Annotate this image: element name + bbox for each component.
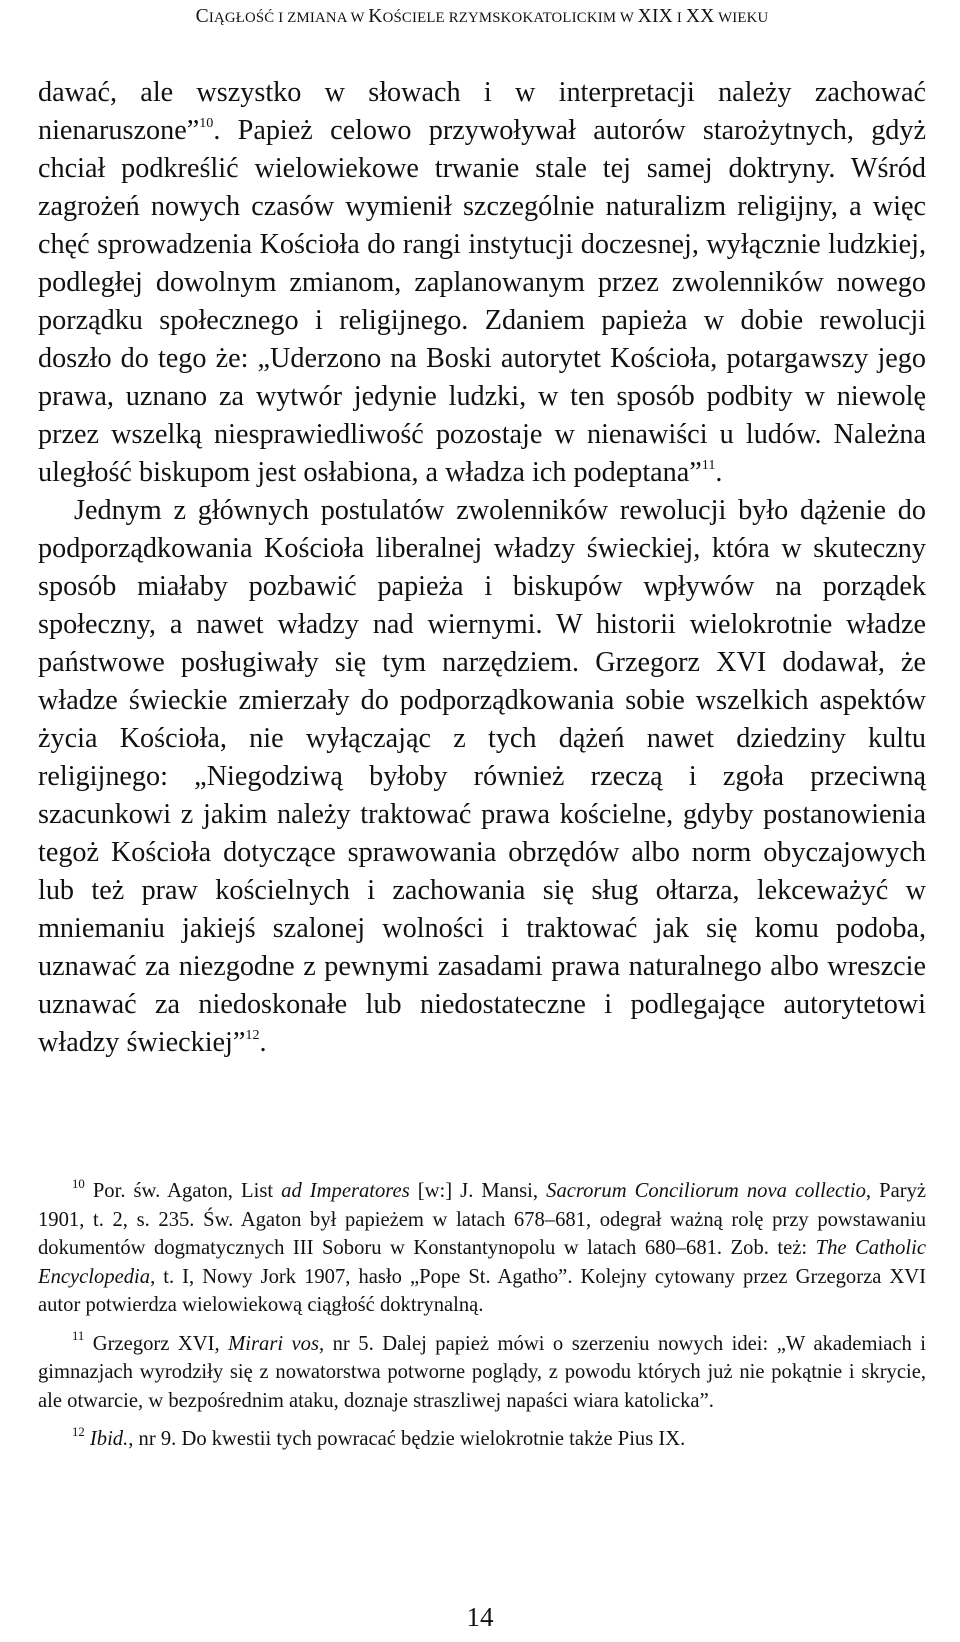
running-head-part: WIEKU [714,10,769,26]
footnote-text: Por. św. Agaton, List [84,1180,282,1202]
footnote-italic: Sacrorum Conciliorum nova collectio [546,1180,866,1202]
footnote-11 [38,1330,926,1416]
running-head-part: C [195,6,209,27]
footnote-italic: Mirari vos [228,1332,319,1355]
footnote-text: , Paryż 1901, t. 2, s. 235. Św. Agaton był papieżem w latach 678–681, odegrał ważną rolę przy powstawaniu dokumentów dogmatycznych III Soboru w Konstantynopolu w latach 680–681. Zob. też: [38,1180,927,1259]
footnote-italic: The Catholic Encyclopedia [38,1237,926,1288]
footnote-italic: Ibid. [89,1428,129,1450]
footnote-text: , nr 9. Do kwestii tych powracać będzie wielokrotnie także Pius IX. [128,1428,686,1450]
page-number: 14 [466,1602,494,1632]
running-head-part: OŚCIELE RZYMSKOKATOLICKIM W [382,10,638,26]
paragraph-2 [38,492,926,1062]
running-head-part: XX [685,6,715,27]
footnote-text: [w:] J. Mansi, [409,1180,547,1202]
footnote-ref-12[interactable]: 12 [245,1026,260,1043]
paragraph-text: . Papież celowo przywoływał autorów starożytnych, gdyż chciał podkreślić wielowiekowe trwanie stale tej samej doktryny. Wśród zagrożeń nowych czasów wymienił szczególnie naturalizm religijny, a więc chęć sprowadzenia Kościoła do rangi instytucji doczesnej, wyłącznie ludzkiej, podległej dowolnym zmianom, zaplanowanym przez zwolenników nowego porządku społecznego i religijnego. Zdaniem papieża w dobie rewolucji doszło do tego że: „Uderzono na Boski autorytet Kościoła, potargawszy jego prawa, uznano za wytwór jedynie ludzki, w ten sposób podbity w niewolę przez wszelką niesprawiedliwość pozostaje w nienawiści u ludów. Należna uległość biskupom jest osłabiona, a władza ich podeptana” [38,115,926,488]
running-head [38,0,926,30]
body-text [38,74,926,1062]
paragraph-text: Jednym z głównych postulatów zwolenników rewolucji było dążenie do podporządkowania Kościoła liberalnej władzy świeckiej, która w skuteczny sposób miałaby pozbawić papieża i biskupów wpływów na porządek społeczny, a nawet władzy nad wiernymi. W historii wielokrotnie władze państwowe posługiwały się tym narzędziem. Grzegorz XVI dodawał, że władze świeckie zmierzały do podporządkowania sobie wszelkich aspektów życia Kościoła, nie wyłączając z tych dążeń nawet dziedziny kultu religijnego: „Niegodziwą byłoby również rzeczą i zgoła przeciwną szacunkowi z jakim należy traktować prawa kościelne, gdyby postanowienia tegoż Kościoła dotyczące sprawowania obrzędów albo norm obyczajowych lub też praw kościelnych i zachowania się sług ołtarza, lekceważyć w mniemaniu jakiejś szalonej wolności i traktować jak się komu podoba, uznawać za niezgodne z pewnymi zasadami prawa naturalnego albo wreszcie uznawać za niedoskonałe lub niedostateczne i podlegające autorytetowi władzy świeckiej” [38,495,926,1058]
footnote-number: 10 [72,1176,85,1191]
paragraph-1 [38,74,926,492]
footnote-number: 11 [72,1329,85,1344]
paragraph-text: dawać, ale wszystko w słowach i w interpretacji należy zachować nienaruszone” [38,77,926,146]
footnote-number: 12 [72,1424,85,1439]
paragraph-text: . [715,457,723,488]
footnote-text: Grzegorz XVI, [84,1332,229,1355]
running-head-part: I [672,10,686,26]
running-head-part: IĄGŁOŚĆ I ZMIANA W [208,10,369,26]
footnote-ref-11[interactable]: 11 [701,456,716,473]
running-head-part: K [368,6,383,27]
footnote-ref-10[interactable]: 10 [199,114,214,131]
footnote-12 [38,1425,926,1454]
running-head-part: XIX [637,6,673,27]
footnote-10 [38,1177,926,1320]
footnote-italic: ad Imperatores [281,1180,410,1202]
footnote-text: , nr 5. Dalej papież mówi o szerzeniu nowych idei: „W akademiach i gimnazjach wyrodziły się z nowatorstwa potworne poglądy, z powodu których już nie pokątnie i skrycie, ale otwarcie, w bezpośrednim ataku, doznaje straszliwej napaści wiara katolicka”. [38,1332,926,1412]
footnote-text: , t. I, Nowy Jork 1907, hasło „Pope St. Agatho”. Kolejny cytowany przez Grzegorza XVI autor potwierdza wielowiekową ciągłość doktrynalną. [38,1265,926,1316]
footnotes [38,1177,926,1464]
paragraph-text: . [259,1027,267,1058]
